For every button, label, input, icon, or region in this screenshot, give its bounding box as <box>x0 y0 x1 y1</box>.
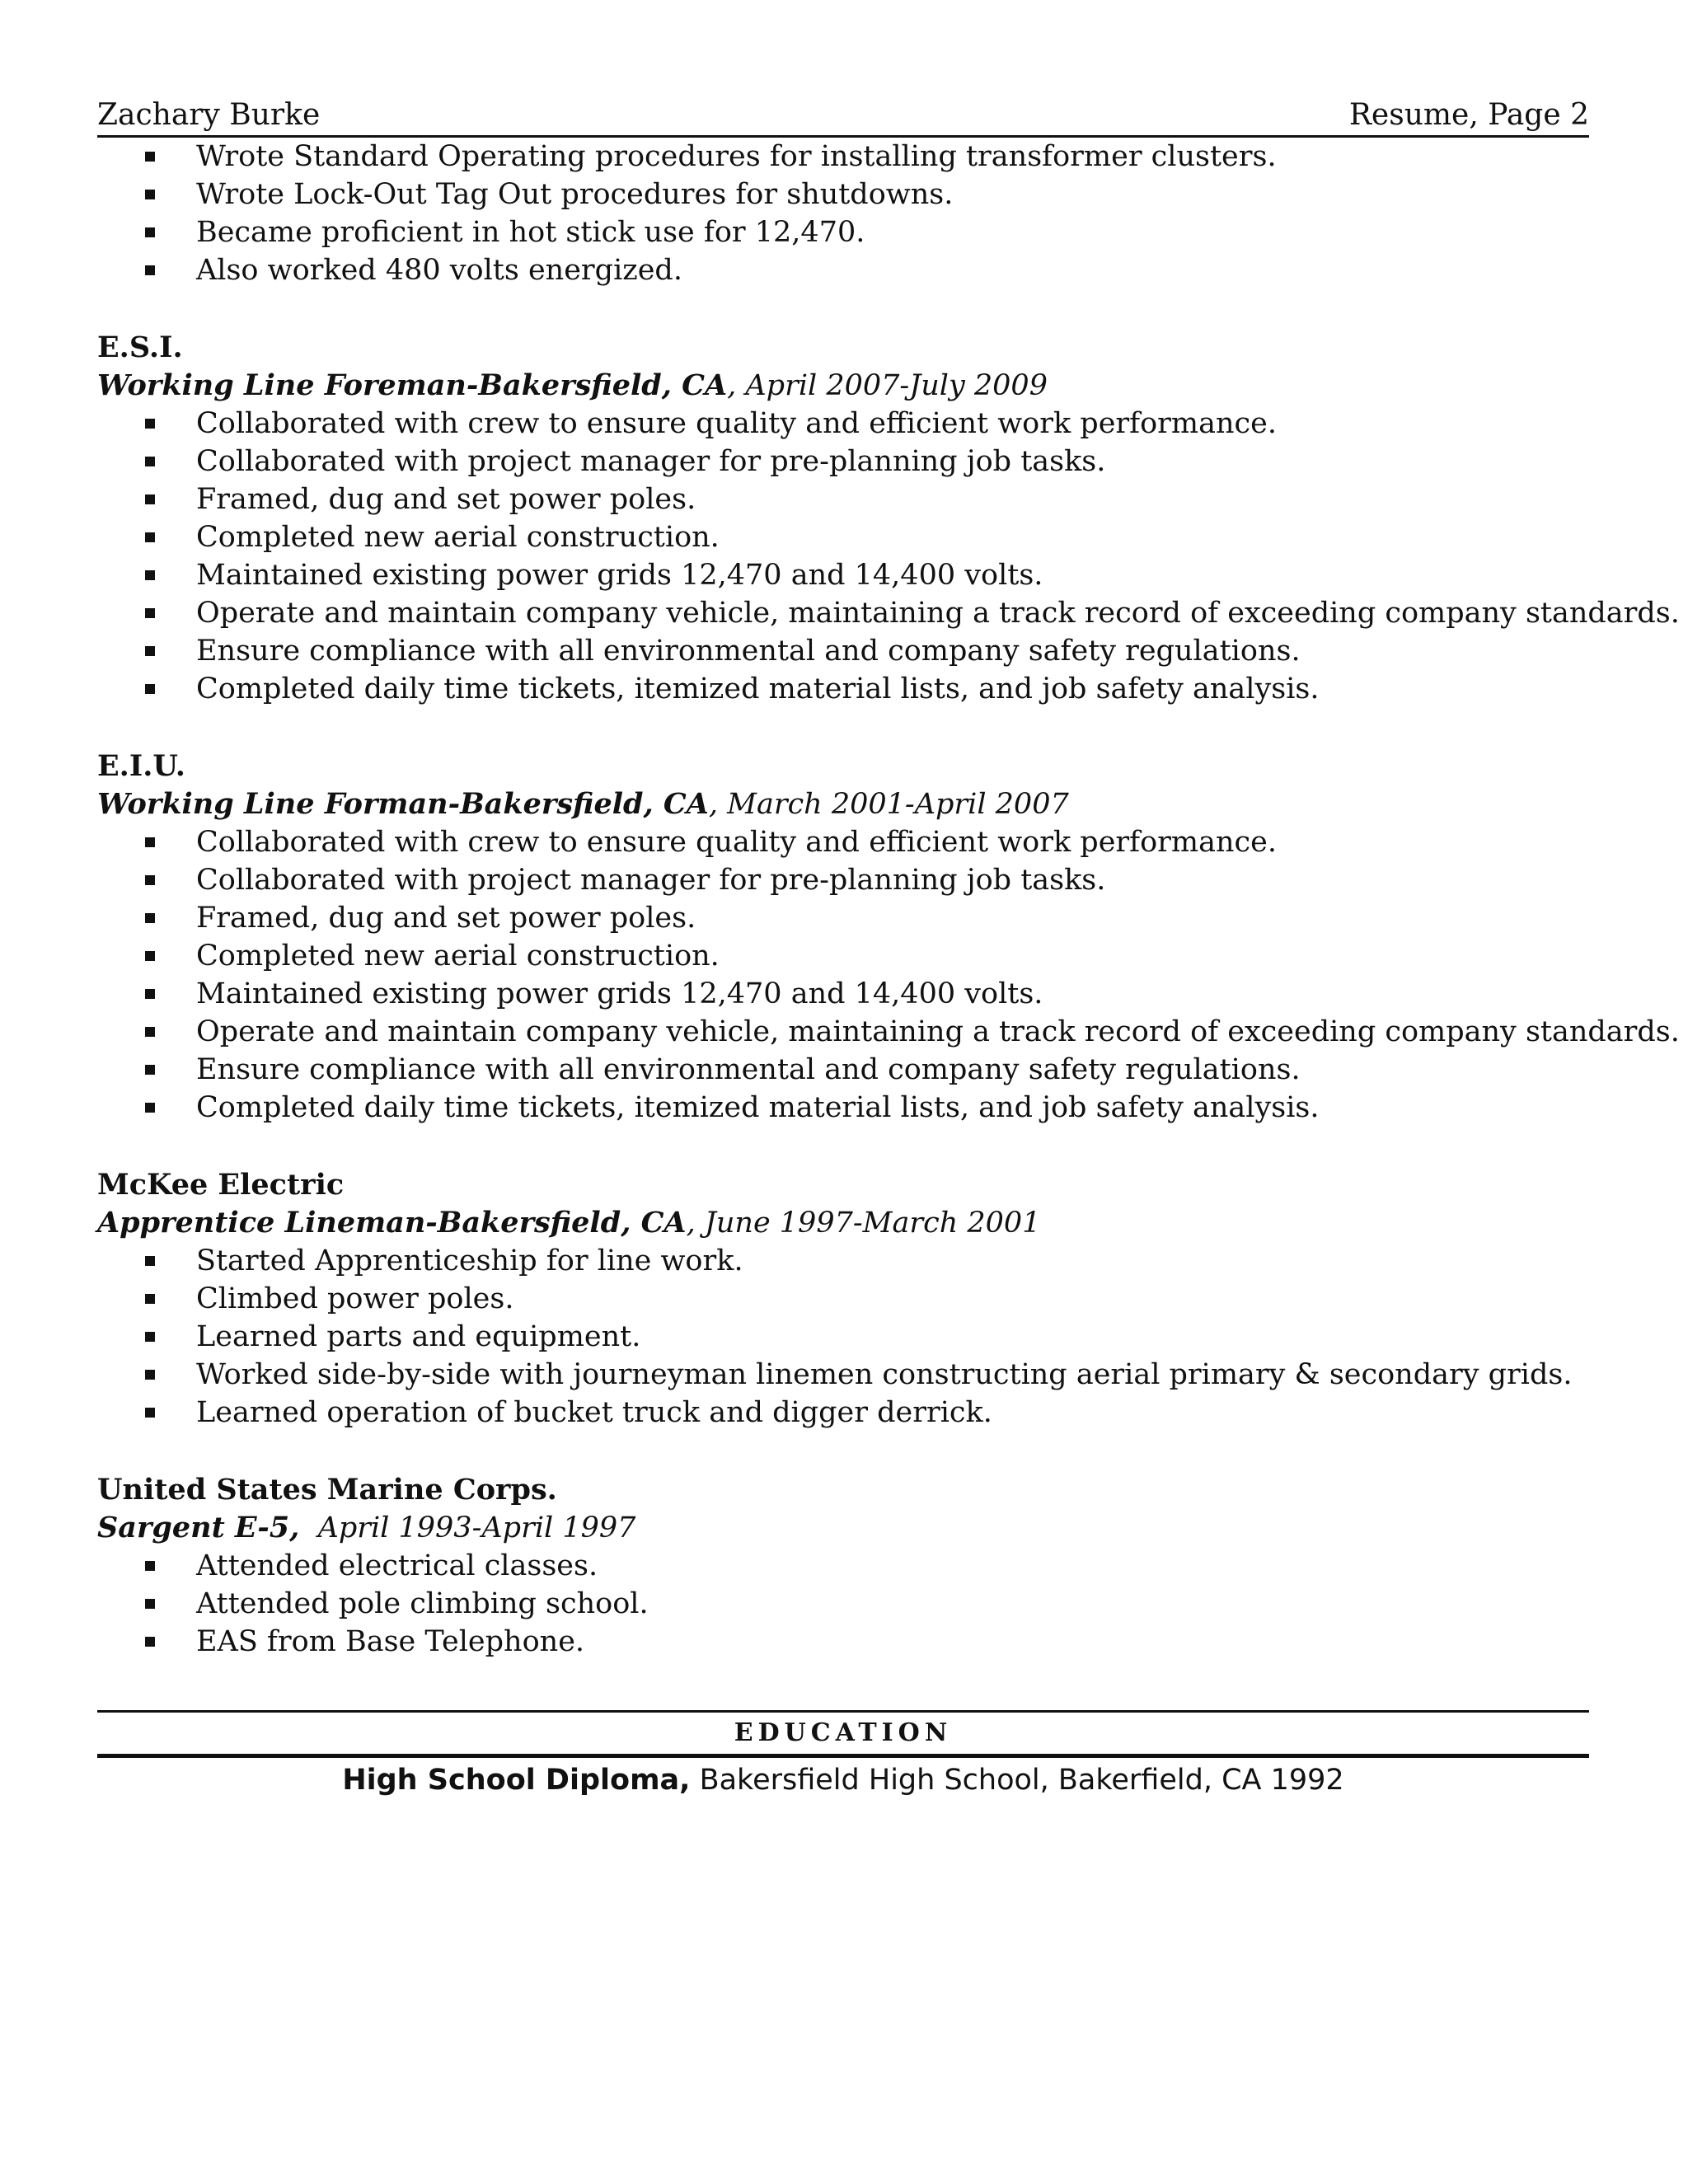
page-label: Resume, Page 2 <box>1348 98 1589 132</box>
education-section <box>97 1710 1589 1801</box>
list-item: Operate and maintain company vehicle, maintaining a track record of exceeding company standards. <box>196 1013 1589 1051</box>
job-title: Apprentice Lineman-Bakersfield, CA <box>97 1206 687 1240</box>
list-item: Also worked 480 volts energized. <box>196 251 1589 289</box>
job-title: Working Line Forman-Bakersfield, CA <box>97 787 709 821</box>
list-item: Attended pole climbing school. <box>196 1585 1589 1623</box>
list-item: Collaborated with crew to ensure quality and efficient work performance. <box>196 405 1589 443</box>
job-entry <box>97 1166 1589 1432</box>
list-item: Completed daily time tickets, itemized material lists, and job safety analysis. <box>196 1089 1589 1127</box>
list-item: Framed, dug and set power poles. <box>196 899 1589 937</box>
section-heading: EDUCATION <box>97 1710 1589 1758</box>
list-item: Started Apprenticeship for line work. <box>196 1242 1589 1280</box>
list-item: Maintained existing power grids 12,470 and 14,400 volts. <box>196 975 1589 1013</box>
role-line <box>97 1509 1589 1547</box>
list-item: Learned operation of bucket truck and digger derrick. <box>196 1394 1589 1432</box>
job-bullet-list <box>97 1242 1589 1432</box>
list-item: Worked side-by-side with journeyman linemen constructing aerial primary & secondary grids. <box>196 1356 1589 1394</box>
candidate-name: Zachary Burke <box>97 98 321 132</box>
company-name: E.S.I. <box>97 330 183 364</box>
list-item: Collaborated with project manager for pre-planning job tasks. <box>196 443 1589 480</box>
list-item: Became proficient in hot stick use for 12,470. <box>196 213 1589 251</box>
job-title: Working Line Foreman-Bakersfield, CA <box>97 368 728 402</box>
company-name: United States Marine Corps. <box>97 1473 557 1507</box>
list-item: Framed, dug and set power poles. <box>196 480 1589 518</box>
list-item: Operate and maintain company vehicle, maintaining a track record of exceeding company standards. <box>196 594 1589 632</box>
job-dates: , April 2007-July 2009 <box>727 369 1048 402</box>
role-line <box>97 367 1589 405</box>
list-item: Collaborated with crew to ensure quality and efficient work performance. <box>196 823 1589 861</box>
job-bullet-list <box>97 823 1680 1127</box>
role-line <box>97 1204 1589 1242</box>
company-name: E.I.U. <box>97 749 185 783</box>
list-item: Ensure compliance with all environmental and company safety regulations. <box>196 632 1589 670</box>
list-item: Wrote Lock-Out Tag Out procedures for shutdowns. <box>196 176 1589 213</box>
list-item: Ensure compliance with all environmental and company safety regulations. <box>196 1051 1589 1089</box>
school-detail: Bakersfield High School, Bakerfield, CA 1992 <box>690 1764 1344 1797</box>
list-item: Completed new aerial construction. <box>196 518 1589 556</box>
job-bullet-list <box>97 1547 1589 1661</box>
job-dates: , June 1997-March 2001 <box>686 1207 1041 1240</box>
job-entry <box>97 748 1680 1127</box>
list-item: EAS from Base Telephone. <box>196 1623 1589 1661</box>
list-item: Collaborated with project manager for pre-planning job tasks. <box>196 861 1589 899</box>
job-entry <box>97 329 1680 708</box>
education-entry <box>97 1760 1589 1801</box>
job-dates: April 1993-April 1997 <box>299 1511 636 1544</box>
list-item: Wrote Standard Operating procedures for installing transformer clusters. <box>196 138 1589 176</box>
job-title: Sargent E-5, <box>97 1511 300 1544</box>
role-line <box>97 785 1589 823</box>
job-entry <box>97 1471 1589 1661</box>
job-bullet-list <box>97 405 1680 708</box>
list-item: Attended electrical classes. <box>196 1547 1589 1585</box>
job-dates: , March 2001-April 2007 <box>708 788 1069 821</box>
continued-bullet-list <box>97 138 1589 289</box>
list-item: Completed daily time tickets, itemized material lists, and job safety analysis. <box>196 670 1589 708</box>
list-item: Completed new aerial construction. <box>196 937 1589 975</box>
resume-page <box>97 97 1680 1801</box>
list-item: Climbed power poles. <box>196 1280 1589 1318</box>
company-name: McKee Electric <box>97 1168 345 1202</box>
list-item: Learned parts and equipment. <box>196 1318 1589 1356</box>
list-item: Maintained existing power grids 12,470 and 14,400 volts. <box>196 556 1589 594</box>
running-header <box>97 97 1589 138</box>
degree: High School Diploma, <box>342 1764 691 1797</box>
